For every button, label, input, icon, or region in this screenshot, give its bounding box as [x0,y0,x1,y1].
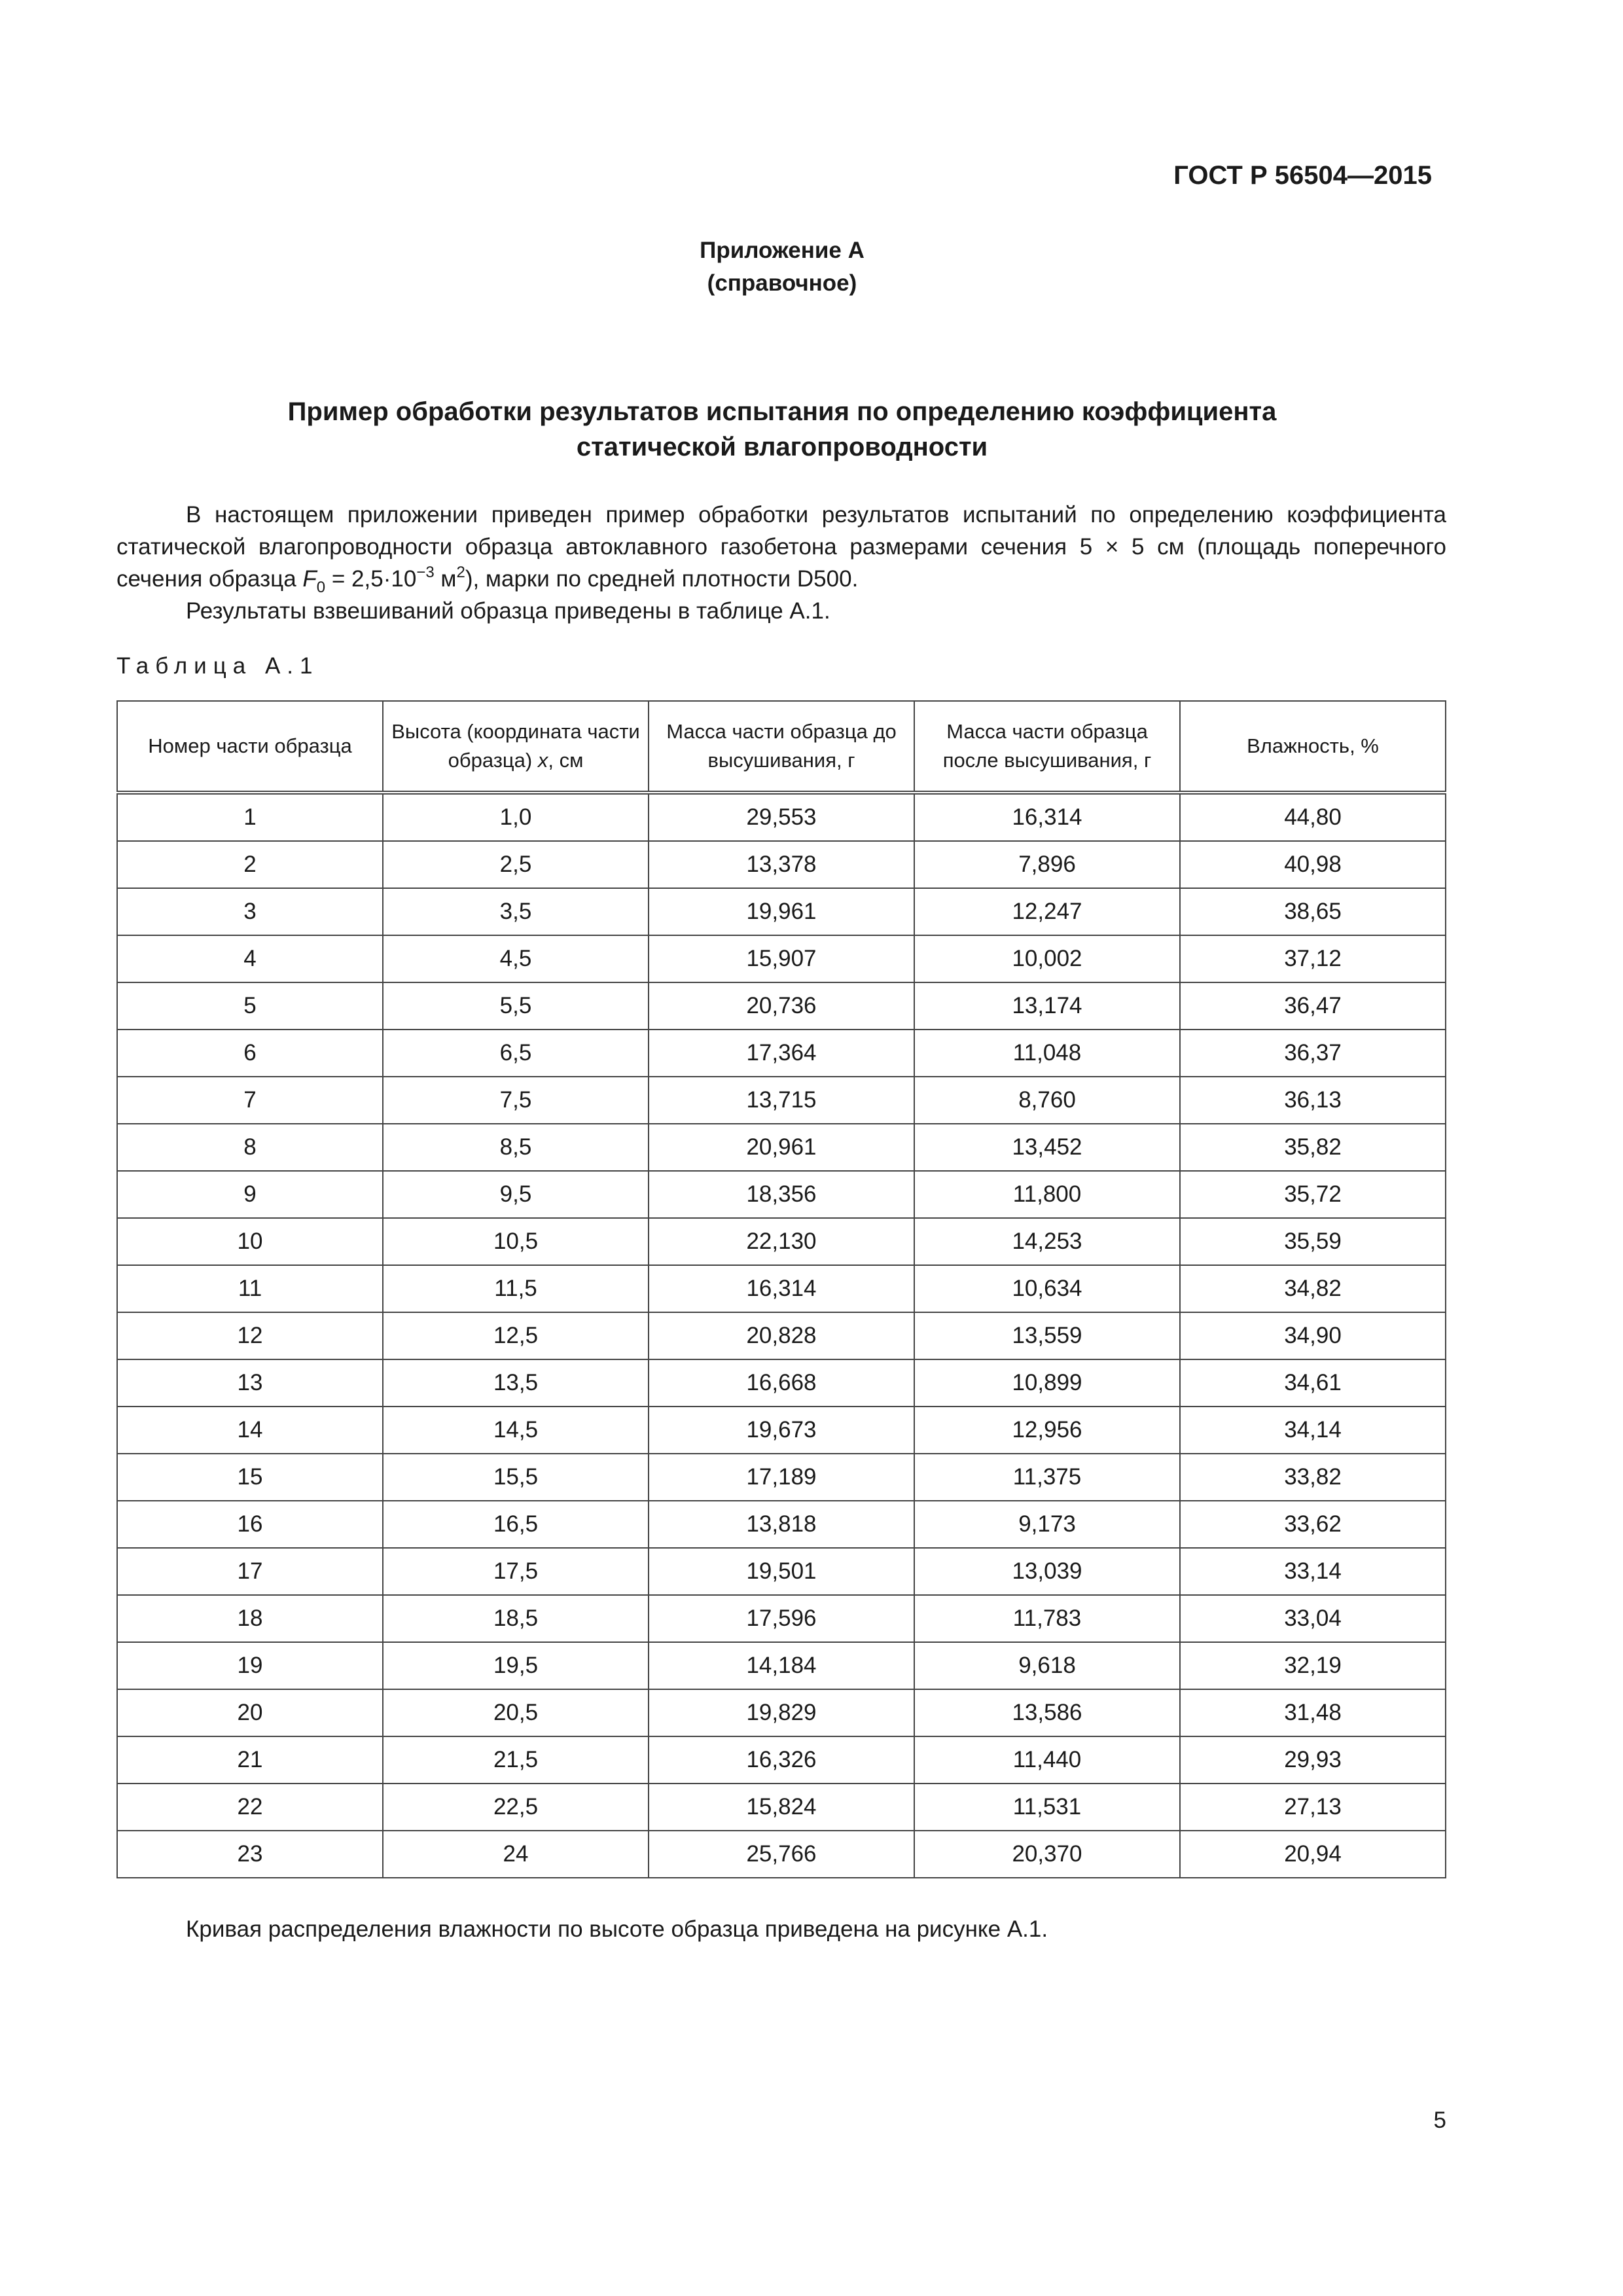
cell-moisture: 34,82 [1180,1265,1446,1312]
cell-mass-before: 20,736 [649,982,914,1030]
cell-moisture: 34,90 [1180,1312,1446,1359]
cell-moisture: 36,37 [1180,1030,1446,1077]
cell-part-number: 13 [117,1359,383,1407]
cell-mass-after: 10,002 [914,935,1180,982]
intro-paragraph-2: Результаты взвешиваний образца приведены в таблице А.1. [186,598,830,624]
cell-mass-after: 12,956 [914,1407,1180,1454]
cell-mass-after: 14,253 [914,1218,1180,1265]
column-header-height-label: Высота (координата части образца) x, см [391,720,640,772]
annex-heading [0,234,1564,300]
cell-mass-after: 10,899 [914,1359,1180,1407]
column-header-mass-after: Масса части образца после высушивания, г [914,701,1180,793]
table-header-row [117,701,1446,793]
cell-part-number: 5 [117,982,383,1030]
annex-type: (справочное) [707,270,857,296]
cell-moisture: 35,82 [1180,1124,1446,1171]
table-row [117,1312,1446,1359]
cell-mass-after: 9,618 [914,1642,1180,1689]
results-table [116,700,1446,1878]
column-header-height [383,701,649,793]
cell-part-number: 19 [117,1642,383,1689]
cell-height: 21,5 [383,1736,649,1784]
cell-mass-after: 11,783 [914,1595,1180,1642]
cell-part-number: 15 [117,1454,383,1501]
table-row [117,1454,1446,1501]
cell-mass-after: 11,048 [914,1030,1180,1077]
cell-mass-after: 9,173 [914,1501,1180,1548]
intro-text-part-a: В настоящем приложении приведен пример обработки результатов испытаний по определению коэффициента статической влагопроводности образца автоклавного газобетона размерами сечения 5 × 5 см (площадь поперечного сечения образца [116,502,1446,592]
cell-mass-before: 15,907 [649,935,914,982]
table-row [117,1595,1446,1642]
cell-mass-after: 16,314 [914,793,1180,841]
table-row [117,1030,1446,1077]
table-row [117,793,1446,841]
cell-moisture: 32,19 [1180,1642,1446,1689]
cell-part-number: 23 [117,1831,383,1878]
cell-height: 4,5 [383,935,649,982]
cell-height: 20,5 [383,1689,649,1736]
cell-moisture: 37,12 [1180,935,1446,982]
intro-text-part-c: м [434,566,457,592]
cell-part-number: 4 [117,935,383,982]
table-row [117,982,1446,1030]
cell-height: 17,5 [383,1548,649,1595]
cell-moisture: 35,72 [1180,1171,1446,1218]
cell-mass-before: 19,501 [649,1548,914,1595]
cell-mass-before: 22,130 [649,1218,914,1265]
table-row [117,1784,1446,1831]
cell-mass-before: 20,828 [649,1312,914,1359]
cell-mass-after: 11,531 [914,1784,1180,1831]
cell-part-number: 12 [117,1312,383,1359]
section-title-line-1: Пример обработки результатов испытания по определению коэффициента [287,397,1277,426]
table-row [117,1501,1446,1548]
cell-height: 18,5 [383,1595,649,1642]
cell-moisture: 33,04 [1180,1595,1446,1642]
exponent: −3 [416,564,435,581]
table-body [117,793,1446,1878]
cell-mass-after: 20,370 [914,1831,1180,1878]
cell-mass-before: 20,961 [649,1124,914,1171]
cell-mass-after: 11,375 [914,1454,1180,1501]
cell-moisture: 34,61 [1180,1359,1446,1407]
cell-part-number: 10 [117,1218,383,1265]
unit-exponent: 2 [456,564,465,581]
cell-moisture: 44,80 [1180,793,1446,841]
cell-mass-after: 8,760 [914,1077,1180,1124]
intro-text-part-b: = 2,5·10 [325,566,417,592]
cell-mass-before: 25,766 [649,1831,914,1878]
cell-part-number: 8 [117,1124,383,1171]
intro-text-part-d: ), марки по средней плотности D500. [465,566,859,592]
table-row [117,888,1446,935]
cell-part-number: 16 [117,1501,383,1548]
cell-part-number: 20 [117,1689,383,1736]
table-row [117,1548,1446,1595]
cell-height: 1,0 [383,793,649,841]
cell-moisture: 27,13 [1180,1784,1446,1831]
cell-part-number: 18 [117,1595,383,1642]
cell-height: 8,5 [383,1124,649,1171]
table-row [117,1359,1446,1407]
cell-moisture: 33,14 [1180,1548,1446,1595]
cell-height: 12,5 [383,1312,649,1359]
column-header-mass-before: Масса части образца до высушивания, г [649,701,914,793]
cell-part-number: 14 [117,1407,383,1454]
cell-part-number: 2 [117,841,383,888]
annex-label: Приложение А [700,238,865,263]
cell-mass-before: 16,668 [649,1359,914,1407]
table-row [117,1124,1446,1171]
table-row [117,1689,1446,1736]
cell-moisture: 33,62 [1180,1501,1446,1548]
cell-mass-before: 18,356 [649,1171,914,1218]
table-row [117,1171,1446,1218]
cell-height: 24 [383,1831,649,1878]
cell-mass-before: 17,596 [649,1595,914,1642]
cell-mass-before: 13,818 [649,1501,914,1548]
table-row [117,1218,1446,1265]
cell-part-number: 3 [117,888,383,935]
cell-mass-before: 19,829 [649,1689,914,1736]
cell-mass-before: 17,364 [649,1030,914,1077]
table-row [117,1642,1446,1689]
cell-mass-before: 29,553 [649,793,914,841]
cell-height: 9,5 [383,1171,649,1218]
intro-paragraph-1 [116,499,1446,595]
table-row [117,1831,1446,1878]
cell-mass-before: 17,189 [649,1454,914,1501]
cell-part-number: 21 [117,1736,383,1784]
table-row [117,935,1446,982]
column-header-part-number: Номер части образца [117,701,383,793]
cell-height: 13,5 [383,1359,649,1407]
cell-mass-after: 13,586 [914,1689,1180,1736]
cell-mass-after: 13,452 [914,1124,1180,1171]
cell-height: 3,5 [383,888,649,935]
cell-moisture: 31,48 [1180,1689,1446,1736]
cell-part-number: 17 [117,1548,383,1595]
cell-height: 14,5 [383,1407,649,1454]
cell-height: 6,5 [383,1030,649,1077]
cell-mass-before: 19,961 [649,888,914,935]
cell-moisture: 34,14 [1180,1407,1446,1454]
cell-part-number: 6 [117,1030,383,1077]
cell-moisture: 20,94 [1180,1831,1446,1878]
cell-mass-before: 15,824 [649,1784,914,1831]
section-title [0,394,1564,465]
cell-mass-after: 13,559 [914,1312,1180,1359]
section-title-line-2: статической влагопроводности [576,433,988,461]
column-header-moisture: Влажность, % [1180,701,1446,793]
cell-height: 15,5 [383,1454,649,1501]
table-caption: Таблица А.1 [116,653,319,679]
cell-height: 2,5 [383,841,649,888]
cell-mass-after: 11,800 [914,1171,1180,1218]
cell-mass-before: 16,314 [649,1265,914,1312]
cell-mass-before: 16,326 [649,1736,914,1784]
cell-moisture: 38,65 [1180,888,1446,935]
height-variable: x [537,749,548,772]
cell-height: 7,5 [383,1077,649,1124]
table-row [117,1736,1446,1784]
cell-mass-after: 10,634 [914,1265,1180,1312]
cell-mass-after: 12,247 [914,888,1180,935]
cell-mass-before: 19,673 [649,1407,914,1454]
cell-part-number: 9 [117,1171,383,1218]
table-header [117,701,1446,793]
cell-mass-after: 13,039 [914,1548,1180,1595]
cell-moisture: 35,59 [1180,1218,1446,1265]
cell-part-number: 22 [117,1784,383,1831]
cell-mass-before: 14,184 [649,1642,914,1689]
table-row [117,1407,1446,1454]
cell-height: 11,5 [383,1265,649,1312]
figure-reference-note: Кривая распределения влажности по высоте образца приведена на рисунке А.1. [186,1916,1048,1942]
cell-height: 5,5 [383,982,649,1030]
cell-mass-after: 11,440 [914,1736,1180,1784]
cell-part-number: 11 [117,1265,383,1312]
table-row [117,1265,1446,1312]
cell-moisture: 36,47 [1180,982,1446,1030]
cell-part-number: 1 [117,793,383,841]
document-code: ГОСТ Р 56504—2015 [1173,161,1432,190]
cell-mass-before: 13,715 [649,1077,914,1124]
area-variable-subscript: 0 [316,579,326,596]
cell-moisture: 36,13 [1180,1077,1446,1124]
page-number: 5 [1433,2108,1446,2133]
cell-part-number: 7 [117,1077,383,1124]
cell-moisture: 29,93 [1180,1736,1446,1784]
cell-mass-before: 13,378 [649,841,914,888]
cell-height: 10,5 [383,1218,649,1265]
cell-mass-after: 13,174 [914,982,1180,1030]
area-variable: F [302,566,317,592]
cell-moisture: 40,98 [1180,841,1446,888]
cell-height: 16,5 [383,1501,649,1548]
cell-moisture: 33,82 [1180,1454,1446,1501]
table-row [117,841,1446,888]
cell-mass-after: 7,896 [914,841,1180,888]
cell-height: 19,5 [383,1642,649,1689]
table-row [117,1077,1446,1124]
cell-height: 22,5 [383,1784,649,1831]
intro-text [116,499,1446,627]
